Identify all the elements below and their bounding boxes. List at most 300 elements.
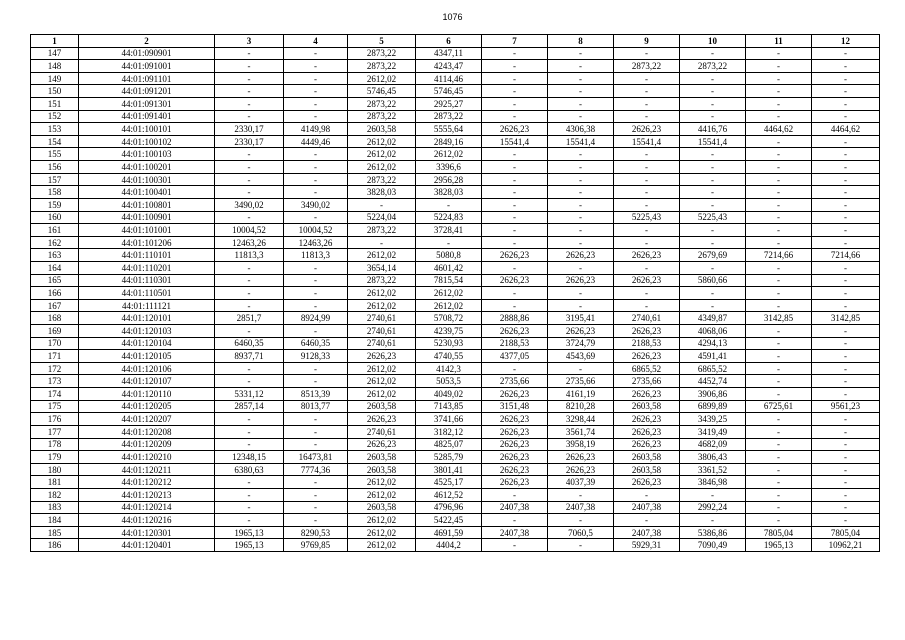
table-cell: 15541,4 [482,135,548,148]
table-cell: 173 [31,375,79,388]
table-cell: 2679,69 [680,249,746,262]
table-cell: - [614,98,680,111]
table-cell: - [215,299,284,312]
table-cell: 4306,38 [548,123,614,136]
table-cell: - [548,224,614,237]
table-cell: - [548,514,614,527]
table-cell: 2735,66 [548,375,614,388]
table-cell: 4404,2 [416,539,482,552]
table-cell: - [746,224,812,237]
table-cell: - [614,261,680,274]
table-cell: 6380,63 [215,463,284,476]
table-cell: 2626,23 [548,451,614,464]
table-cell: 4825,07 [416,438,482,451]
table-cell: - [215,514,284,527]
table-cell: 2603,58 [348,451,416,464]
table-cell: - [614,287,680,300]
table-cell: - [812,476,880,489]
table-cell: 44:01:120301 [79,526,215,539]
table-cell: - [812,325,880,338]
table-cell: 44:01:120107 [79,375,215,388]
table-cell: 4682,09 [680,438,746,451]
table-cell: 7815,54 [416,274,482,287]
table-cell: 44:01:100401 [79,186,215,199]
table-cell: 10004,52 [215,224,284,237]
table-row [31,60,880,73]
table-row [31,236,880,249]
table-cell: 2612,02 [348,249,416,262]
table-cell: 168 [31,312,79,325]
table-cell: 2626,23 [548,325,614,338]
table-cell: - [680,236,746,249]
table-cell: - [548,236,614,249]
table-cell: 44:01:100301 [79,173,215,186]
table-cell: 2626,23 [482,123,548,136]
table-row [31,135,880,148]
table-cell: - [482,72,548,85]
table-cell: - [482,110,548,123]
table-cell: - [284,438,348,451]
table-cell: 4464,62 [812,123,880,136]
table-cell: - [812,135,880,148]
table-row [31,312,880,325]
table-cell: 2626,23 [614,325,680,338]
table-cell: 44:01:091201 [79,85,215,98]
table-cell: 2330,17 [215,123,284,136]
table-cell: - [482,362,548,375]
table-cell: - [482,287,548,300]
table-cell: - [284,72,348,85]
table-cell: - [812,514,880,527]
table-cell: - [284,148,348,161]
table-cell: 2873,22 [348,173,416,186]
table-cell: - [812,388,880,401]
table-row [31,375,880,388]
table-cell: - [284,110,348,123]
table-cell: - [680,98,746,111]
table-cell: - [680,224,746,237]
table-cell: - [614,236,680,249]
table-cell: - [746,514,812,527]
table-cell: - [482,539,548,552]
table-cell: - [746,350,812,363]
table-cell: - [482,173,548,186]
table-cell: - [746,388,812,401]
table-cell: 2626,23 [482,451,548,464]
table-cell: - [482,198,548,211]
table-cell: 186 [31,539,79,552]
table-cell: - [812,350,880,363]
table-cell: 44:01:100801 [79,198,215,211]
table-cell: 2603,58 [348,400,416,413]
table-cell: - [812,337,880,350]
table-cell: - [215,476,284,489]
table-cell: 4161,19 [548,388,614,401]
table-cell: 5225,43 [614,211,680,224]
table-cell: 44:01:091301 [79,98,215,111]
column-header: 7 [482,35,548,48]
column-header: 12 [812,35,880,48]
table-cell: - [746,135,812,148]
table-cell: - [215,173,284,186]
table-cell: 2626,23 [614,425,680,438]
table-cell: 44:01:110201 [79,261,215,274]
table-cell: 2873,22 [416,110,482,123]
table-cell: - [746,98,812,111]
table-cell: 2873,22 [348,224,416,237]
table-cell: - [746,337,812,350]
table-cell: 44:01:120106 [79,362,215,375]
table-cell: 3741,66 [416,413,482,426]
table-cell: 157 [31,173,79,186]
table-cell: 2873,22 [348,274,416,287]
table-cell: - [482,47,548,60]
table-cell: 2612,02 [348,299,416,312]
table-cell: 154 [31,135,79,148]
table-cell: 2626,23 [614,476,680,489]
table-cell: 177 [31,425,79,438]
table-row [31,249,880,262]
column-header: 4 [284,35,348,48]
table-cell: 6725,61 [746,400,812,413]
table-cell: 3142,85 [746,312,812,325]
table-cell: 44:01:110501 [79,287,215,300]
table-cell: - [482,60,548,73]
table-cell: - [746,148,812,161]
table-cell: 2857,14 [215,400,284,413]
table-cell: - [215,488,284,501]
table-cell: - [548,261,614,274]
table-cell: 156 [31,161,79,174]
table-cell: - [746,60,812,73]
table-cell: 179 [31,451,79,464]
table-cell: 164 [31,261,79,274]
table-cell: - [680,186,746,199]
table-cell: 7214,66 [746,249,812,262]
column-header: 5 [348,35,416,48]
table-cell: 159 [31,198,79,211]
table-cell: 180 [31,463,79,476]
table-cell: - [812,451,880,464]
table-cell: 2956,28 [416,173,482,186]
table-cell: 8290,53 [284,526,348,539]
table-cell: - [215,413,284,426]
table-cell: - [746,451,812,464]
table-cell: - [746,198,812,211]
table-cell: 5422,45 [416,514,482,527]
table-cell: 44:01:120401 [79,539,215,552]
table-cell: 181 [31,476,79,489]
table-cell: - [746,438,812,451]
table-cell: - [812,198,880,211]
table-cell: 4543,69 [548,350,614,363]
table-cell: 2888,86 [482,312,548,325]
table-cell: - [614,299,680,312]
table-row [31,47,880,60]
table-cell: 2626,23 [614,413,680,426]
table-cell: 44:01:120205 [79,400,215,413]
table-cell: - [215,60,284,73]
table-cell: - [614,488,680,501]
table-cell: 166 [31,287,79,300]
table-cell: 9128,33 [284,350,348,363]
table-cell: 3142,85 [812,312,880,325]
table-cell: 5386,86 [680,526,746,539]
table-cell: - [284,325,348,338]
table-cell: 2612,02 [348,287,416,300]
table-cell: - [548,198,614,211]
table-cell: 2740,61 [348,312,416,325]
table-cell: 44:01:091101 [79,72,215,85]
table-cell: 10962,21 [812,539,880,552]
table-cell: 44:01:120110 [79,388,215,401]
table-cell: 7805,04 [812,526,880,539]
table-cell: - [812,60,880,73]
table-cell: - [215,72,284,85]
table-cell: 15541,4 [680,135,746,148]
table-cell: 44:01:120213 [79,488,215,501]
table-cell: - [416,236,482,249]
table-cell: - [548,148,614,161]
table-cell: - [812,463,880,476]
table-cell: 162 [31,236,79,249]
table-cell: 6865,52 [680,362,746,375]
table-cell: - [680,261,746,274]
table-cell: 161 [31,224,79,237]
table-cell: - [614,224,680,237]
table-cell: 152 [31,110,79,123]
table-cell: 3561,74 [548,425,614,438]
table-cell: 3439,25 [680,413,746,426]
table-row [31,198,880,211]
table-cell: - [812,236,880,249]
table-cell: - [215,287,284,300]
table-cell: 3958,19 [548,438,614,451]
table-cell: 2740,61 [348,425,416,438]
table-cell: 2626,23 [548,463,614,476]
table-cell: 4347,11 [416,47,482,60]
table-row [31,413,880,426]
table-cell: - [548,299,614,312]
table-cell: 12463,26 [284,236,348,249]
table-cell: 44:01:120210 [79,451,215,464]
table-row [31,388,880,401]
table-cell: 44:01:110301 [79,274,215,287]
table-cell: 7090,49 [680,539,746,552]
table-cell: 1965,13 [215,526,284,539]
table-cell: - [680,299,746,312]
table-row [31,514,880,527]
table-cell: - [812,425,880,438]
table-cell: - [812,261,880,274]
table-cell: - [746,110,812,123]
table-cell: 8937,71 [215,350,284,363]
table-cell: 6865,52 [614,362,680,375]
table-cell: 2740,61 [614,312,680,325]
table-cell: 2626,23 [482,413,548,426]
table-cell: 2188,53 [614,337,680,350]
table-cell: - [284,211,348,224]
table-cell: 5224,83 [416,211,482,224]
table-cell: 3846,98 [680,476,746,489]
table-cell: - [812,173,880,186]
table-cell: 3298,44 [548,413,614,426]
table-cell: - [284,514,348,527]
table-cell: - [348,198,416,211]
table-cell: 8513,39 [284,388,348,401]
table-row [31,526,880,539]
table-cell: 2407,38 [482,526,548,539]
table-cell: 3828,03 [416,186,482,199]
table-cell: 170 [31,337,79,350]
table-cell: 2873,22 [348,98,416,111]
table-cell: 3151,48 [482,400,548,413]
table-cell: - [482,514,548,527]
table-cell: - [548,287,614,300]
table-cell: - [482,224,548,237]
table-cell: 184 [31,514,79,527]
table-row [31,72,880,85]
table-cell: 2626,23 [482,274,548,287]
table-cell: 4591,41 [680,350,746,363]
table-cell: - [548,211,614,224]
table-cell: - [482,299,548,312]
table-cell: 2603,58 [348,463,416,476]
table-cell: 4239,75 [416,325,482,338]
table-cell: 2735,66 [614,375,680,388]
table-cell: 2626,23 [548,274,614,287]
table-cell: - [746,488,812,501]
table-cell: - [548,85,614,98]
table-cell: 1965,13 [215,539,284,552]
table-cell: 3182,12 [416,425,482,438]
table-cell: - [482,148,548,161]
table-cell: 5860,66 [680,274,746,287]
table-cell: 8013,77 [284,400,348,413]
table-cell: - [215,186,284,199]
table-cell: 4243,47 [416,60,482,73]
table-cell: - [284,488,348,501]
table-cell: - [284,60,348,73]
table-row [31,299,880,312]
table-cell: - [284,362,348,375]
page-number: 1076 [442,12,463,22]
table-cell: - [548,186,614,199]
table-cell: - [215,148,284,161]
table-cell: - [614,173,680,186]
table-cell: - [215,375,284,388]
table-cell: 6460,35 [284,337,348,350]
table-row [31,451,880,464]
table-cell: 183 [31,501,79,514]
table-cell: 2188,53 [482,337,548,350]
table-cell: 4464,62 [746,123,812,136]
table-row [31,287,880,300]
column-header: 6 [416,35,482,48]
table-cell: 6899,89 [680,400,746,413]
table-cell: 2612,02 [348,362,416,375]
table-cell: 7060,5 [548,526,614,539]
table-cell: - [812,110,880,123]
table-cell: - [812,224,880,237]
table-cell: 11813,3 [284,249,348,262]
table-cell: - [812,161,880,174]
table-cell: - [812,47,880,60]
table-cell: 2626,23 [348,438,416,451]
table-cell: 4612,52 [416,488,482,501]
table-cell: - [284,161,348,174]
table-cell: 44:01:120212 [79,476,215,489]
table-cell: - [746,72,812,85]
column-header: 1 [31,35,79,48]
table-row [31,261,880,274]
table-cell: 2873,22 [614,60,680,73]
table-cell: 4449,46 [284,135,348,148]
table-cell: 44:01:091001 [79,60,215,73]
table-cell: 155 [31,148,79,161]
table-cell: - [548,488,614,501]
table-cell: - [215,325,284,338]
table-row [31,161,880,174]
table-cell: 4149,98 [284,123,348,136]
table-cell: 2740,61 [348,337,416,350]
table-row [31,463,880,476]
table-cell: 2612,02 [348,72,416,85]
table-cell: - [548,173,614,186]
table-cell: - [812,413,880,426]
table-cell: - [812,438,880,451]
table-cell: 147 [31,47,79,60]
table-cell: - [614,186,680,199]
table-cell: - [680,161,746,174]
table-cell: 171 [31,350,79,363]
table-row [31,501,880,514]
table-cell: 5746,45 [348,85,416,98]
table-cell: 182 [31,488,79,501]
table-cell: - [812,488,880,501]
table-cell: - [548,362,614,375]
table-cell: - [614,110,680,123]
table-cell: 2612,02 [348,514,416,527]
table-cell: 2603,58 [348,501,416,514]
table-cell: 4601,42 [416,261,482,274]
table-cell: 5708,72 [416,312,482,325]
table-cell: - [812,211,880,224]
table-cell: 2626,23 [482,325,548,338]
table-cell: 44:01:100102 [79,135,215,148]
table-cell: 4691,59 [416,526,482,539]
table-cell: 5555,64 [416,123,482,136]
table-cell: - [614,514,680,527]
table-cell: 3419,49 [680,425,746,438]
table-cell: - [812,186,880,199]
table-cell: - [284,299,348,312]
table-cell: 44:01:120216 [79,514,215,527]
table-cell: 151 [31,98,79,111]
table-cell: 2873,22 [680,60,746,73]
column-header: 8 [548,35,614,48]
table-row [31,438,880,451]
table-cell: 44:01:091401 [79,110,215,123]
table-cell: 5053,5 [416,375,482,388]
table-row [31,476,880,489]
table-cell: 2612,02 [348,539,416,552]
table-cell: 172 [31,362,79,375]
table-cell: - [284,274,348,287]
table-cell: - [284,287,348,300]
table-cell: - [215,274,284,287]
table-cell: 3806,43 [680,451,746,464]
